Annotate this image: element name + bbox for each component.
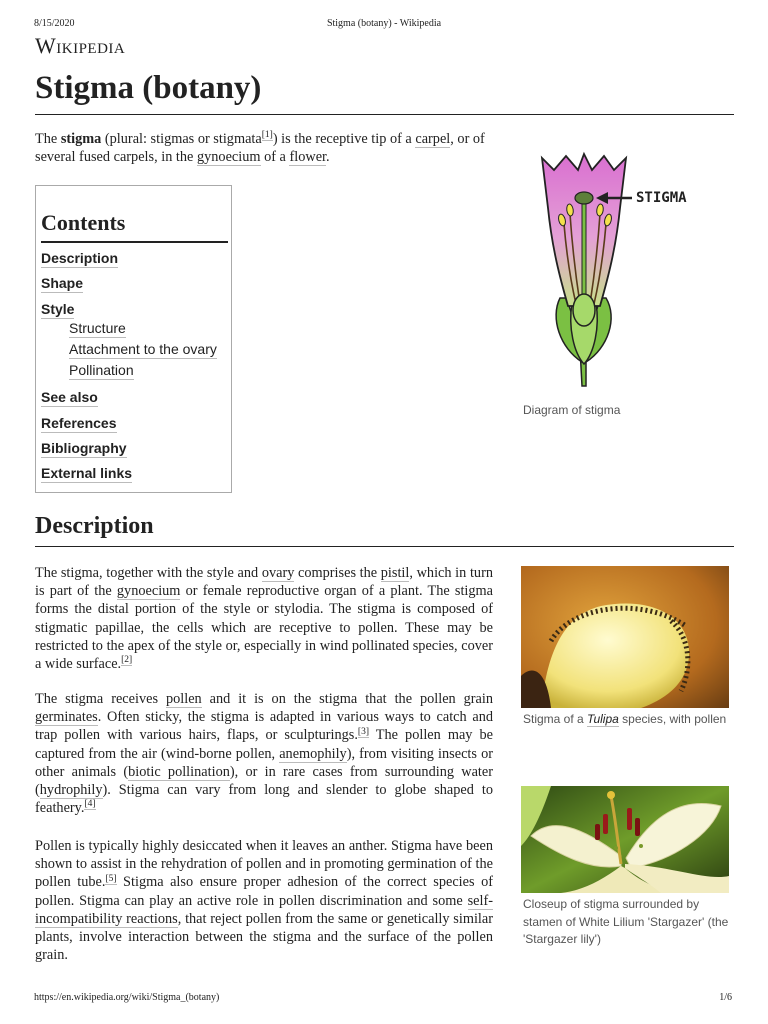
wikipedia-wordmark[interactable]: Wikipedia — [35, 33, 126, 58]
link-gynoecium[interactable]: gynoecium — [196, 149, 261, 166]
tulipa-stigma-photo[interactable] — [521, 566, 729, 708]
reference-link[interactable]: [1] — [261, 130, 273, 141]
description-paragraph-3: Pollen is typically highly desiccated when it leaves an anther. Stigma have been shown to assist in the rehydration of pollen and in promoting germination of the pollen tube.[5] Stigma also ensure proper adhesion of the correct species of pollen. Stigma can play an active role in pollen discrimination and some self-incompatibility reactions, that reject pollen from the same or genetically similar plants, involve interaction between the stigma and the surface of the pollen grain. — [35, 838, 494, 964]
toc-title: Contents — [41, 210, 126, 235]
stigma-diagram-illustration — [520, 148, 734, 398]
link-carpel[interactable]: carpel — [415, 131, 451, 147]
tulipa-stigma-image — [521, 566, 729, 708]
print-date: 8/15/2020 — [34, 18, 75, 29]
stigma-diagram-figure[interactable] — [520, 148, 734, 398]
description-paragraph-1: The stigma, together with the style and ovary comprises the pistil, which in turn is part of the gynoecium or female reproductive organ of a plant. The stigma forms the distal portion of the style or stylodia. The stigma is composed of stigmatic papillae, the cells which are receptive to pollen. These may be restricted to the apex of the style or, especially in wind pollinated species, cover a wide surface.[2] — [35, 565, 494, 673]
link-gynoecium[interactable]: gynoecium — [116, 583, 181, 600]
link-biotic-pollination[interactable]: biotic pollination — [128, 763, 230, 780]
reference-link[interactable]: [2] — [121, 655, 133, 666]
page-title: Stigma (botany) — [35, 70, 262, 106]
section-divider — [35, 546, 734, 547]
toc-item-references[interactable]: References — [41, 415, 117, 431]
link-self-incompatibility[interactable]: self-incompatibility reactions — [35, 892, 493, 927]
link-flower[interactable]: flower — [289, 149, 327, 166]
toc-item-attachment[interactable]: Attachment to the ovary — [69, 341, 217, 357]
figure-caption: Closeup of stigma surrounded by stamen of White Lilium 'Stargazer' (the 'Stargazer lily') — [523, 897, 729, 946]
title-divider — [35, 114, 734, 115]
link-tulipa[interactable]: Tulipa — [587, 712, 619, 726]
toc-item-shape[interactable]: Shape — [41, 275, 84, 291]
print-url[interactable]: https://en.wikipedia.org/wiki/Stigma_(botany) — [34, 992, 220, 1003]
section-heading-description: Description — [35, 513, 154, 539]
link-pistil[interactable]: pistil — [380, 565, 410, 581]
reference-link[interactable]: [5] — [105, 873, 117, 884]
lily-stigma-image — [521, 786, 729, 893]
print-title: Stigma (botany) - Wikipedia — [326, 18, 442, 29]
toc-item-pollination[interactable]: Pollination — [69, 362, 134, 378]
reference-link[interactable]: [3] — [357, 726, 369, 737]
bold-term: stigma — [60, 131, 102, 147]
lead-paragraph: The stigma (plural: stigmas or stigmata[1]) is the receptive tip of a carpel, or of several fused carpels, in the gynoecium of a flower. — [35, 130, 485, 166]
toc-divider — [41, 241, 228, 243]
description-paragraph-2: The stigma receives pollen and it is on the stigma that the pollen grain germinates. Often sticky, the stigma is adapted in various ways to catch and trap pollen with various hairs, flaps, or sculpturings.[3] The pollen may be captured from the air (wind-borne pollen, anemophily), from visiting insects or other animals (biotic pollination), or in rare cases from surrounding water (hydrophily). Stigma can vary from long and slender to globe shaped to feathery.[4] — [35, 691, 493, 817]
table-of-contents — [35, 185, 232, 493]
toc-item-style[interactable]: Style — [41, 301, 75, 317]
link-anemophily[interactable]: anemophily — [279, 745, 347, 762]
reference-link[interactable]: [4] — [84, 799, 96, 810]
link-germinates[interactable]: germinates — [35, 709, 98, 726]
lily-stigma-photo[interactable] — [521, 786, 729, 893]
figure-caption: Stigma of a Tulipa species, with pollen — [523, 712, 727, 726]
link-pollen[interactable]: pollen — [165, 691, 202, 707]
toc-item-bibliography[interactable]: Bibliography — [41, 440, 127, 456]
toc-item-external-links[interactable]: External links — [41, 465, 133, 481]
toc-item-description[interactable]: Description — [41, 250, 119, 266]
print-page-number: 1/6 — [719, 992, 732, 1003]
stigma-label: STIGMA — [636, 190, 687, 206]
figure-caption: Diagram of stigma — [523, 403, 621, 417]
toc-item-see-also[interactable]: See also — [41, 389, 98, 405]
toc-item-structure[interactable]: Structure — [69, 320, 126, 336]
link-ovary[interactable]: ovary — [261, 565, 295, 581]
link-hydrophily[interactable]: hydrophily — [39, 782, 103, 799]
